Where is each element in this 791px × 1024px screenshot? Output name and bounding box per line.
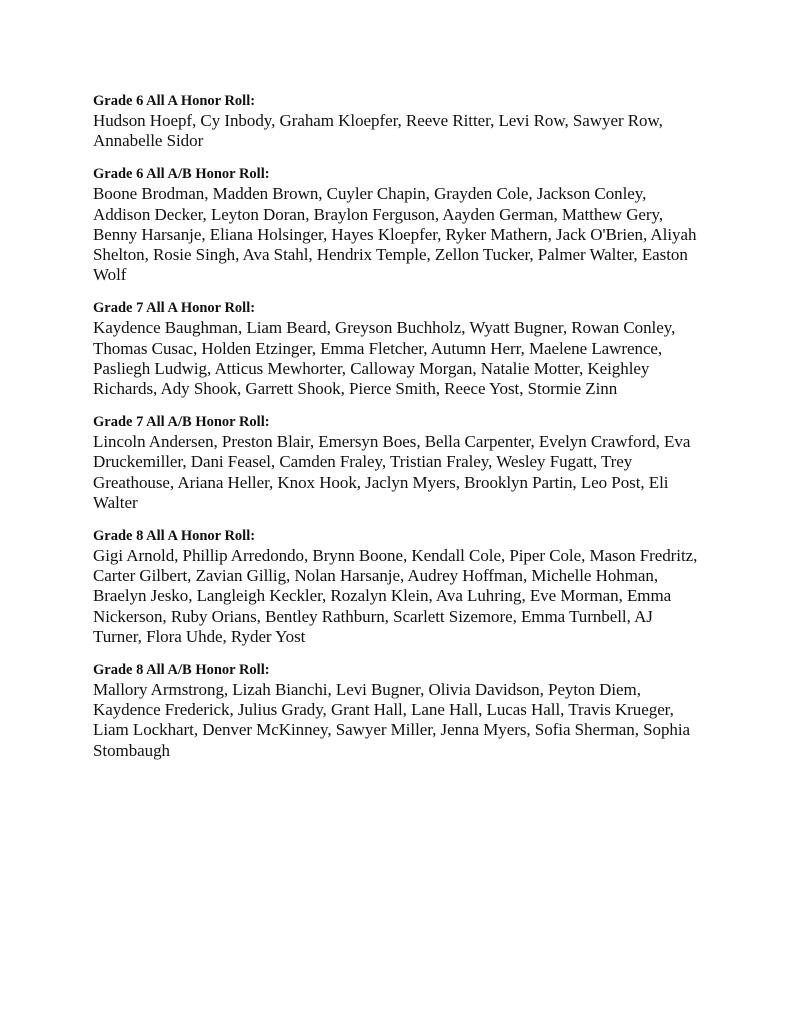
section-heading: Grade 8 All A/B Honor Roll: xyxy=(93,662,270,679)
student-name-list: Boone Brodman, Madden Brown, Cuyler Chapin, Grayden Cole, Jackson Conley, Addison Decker, Leyton Doran, Braylon Ferguson, Aayden German, Matthew Gery, Benny Harsanje, Eliana Holsinger, Hayes Kloepfer, Ryker Mathern, Jack O'Brien, Aliyah Shelton, Rosie Singh, Ava Stahl, Hendrix Temple, Zellon Tucker, Palmer Walter, Easton Wolf xyxy=(93,184,697,285)
student-name-list: Gigi Arnold, Phillip Arredondo, Brynn Boone, Kendall Cole, Piper Cole, Mason Fredritz, Carter Gilbert, Zavian Gillig, Nolan Harsanje, Audrey Hoffman, Michelle Hohman, Braelyn Jesko, Langleigh Keckler, Rozalyn Klein, Ava Luhring, Eve Morman, Emma Nickerson, Ruby Orians, Bentley Rathburn, Scarlett Sizemore, Emma Turnbell, AJ Turner, Flora Uhde, Ryder Yost xyxy=(93,546,698,646)
honor-roll-section-grade7-all-ab xyxy=(93,413,705,513)
student-name-list: Mallory Armstrong, Lizah Bianchi, Levi Bugner, Olivia Davidson, Peyton Diem, Kaydence Frederick, Julius Grady, Grant Hall, Lane Hall, Lucas Hall, Travis Krueger, Liam Lockhart, Denver McKinney, Sawyer Miller, Jenna Myers, Sofia Sherman, Sophia Stombaugh xyxy=(93,680,691,760)
student-name-list: Kaydence Baughman, Liam Beard, Greyson Buchholz, Wyatt Bugner, Rowan Conley, Thomas Cusac, Holden Etzinger, Emma Fletcher, Autumn Herr, Maelene Lawrence, Pasliegh Ludwig, Atticus Mewhorter, Calloway Morgan, Natalie Motter, Keighley Richards, Ady Shook, Garrett Shook, Pierce Smith, Reece Yost, Stormie Zinn xyxy=(93,318,676,399)
honor-roll-section-grade7-all-a xyxy=(93,299,705,399)
student-name-list: Hudson Hoepf, Cy Inbody, Graham Kloepfer, Reeve Ritter, Levi Row, Sawyer Row, Annabelle Sidor xyxy=(93,111,663,151)
section-heading: Grade 6 All A Honor Roll: xyxy=(93,93,256,109)
section-heading: Grade 7 All A/B Honor Roll: xyxy=(93,414,270,431)
honor-roll-section-grade8-all-ab xyxy=(93,661,705,761)
section-heading: Grade 6 All A/B Honor Roll: xyxy=(93,166,270,183)
student-name-list: Lincoln Andersen, Preston Blair, Emersyn Boes, Bella Carpenter, Evelyn Crawford, Eva Druckemiller, Dani Feasel, Camden Fraley, Tristian Fraley, Wesley Fugatt, Trey Greathouse, Ariana Heller, Knox Hook, Jaclyn Myers, Brooklyn Partin, Leo Post, Eli Walter xyxy=(93,432,691,512)
honor-roll-section-grade6-all-ab xyxy=(93,165,705,285)
honor-roll-section-grade6-all-a xyxy=(93,92,705,151)
section-heading: Grade 7 All A Honor Roll: xyxy=(93,300,256,317)
honor-roll-section-grade8-all-a xyxy=(93,527,705,647)
section-heading: Grade 8 All A Honor Roll: xyxy=(93,528,256,545)
honor-roll-document xyxy=(93,92,705,775)
